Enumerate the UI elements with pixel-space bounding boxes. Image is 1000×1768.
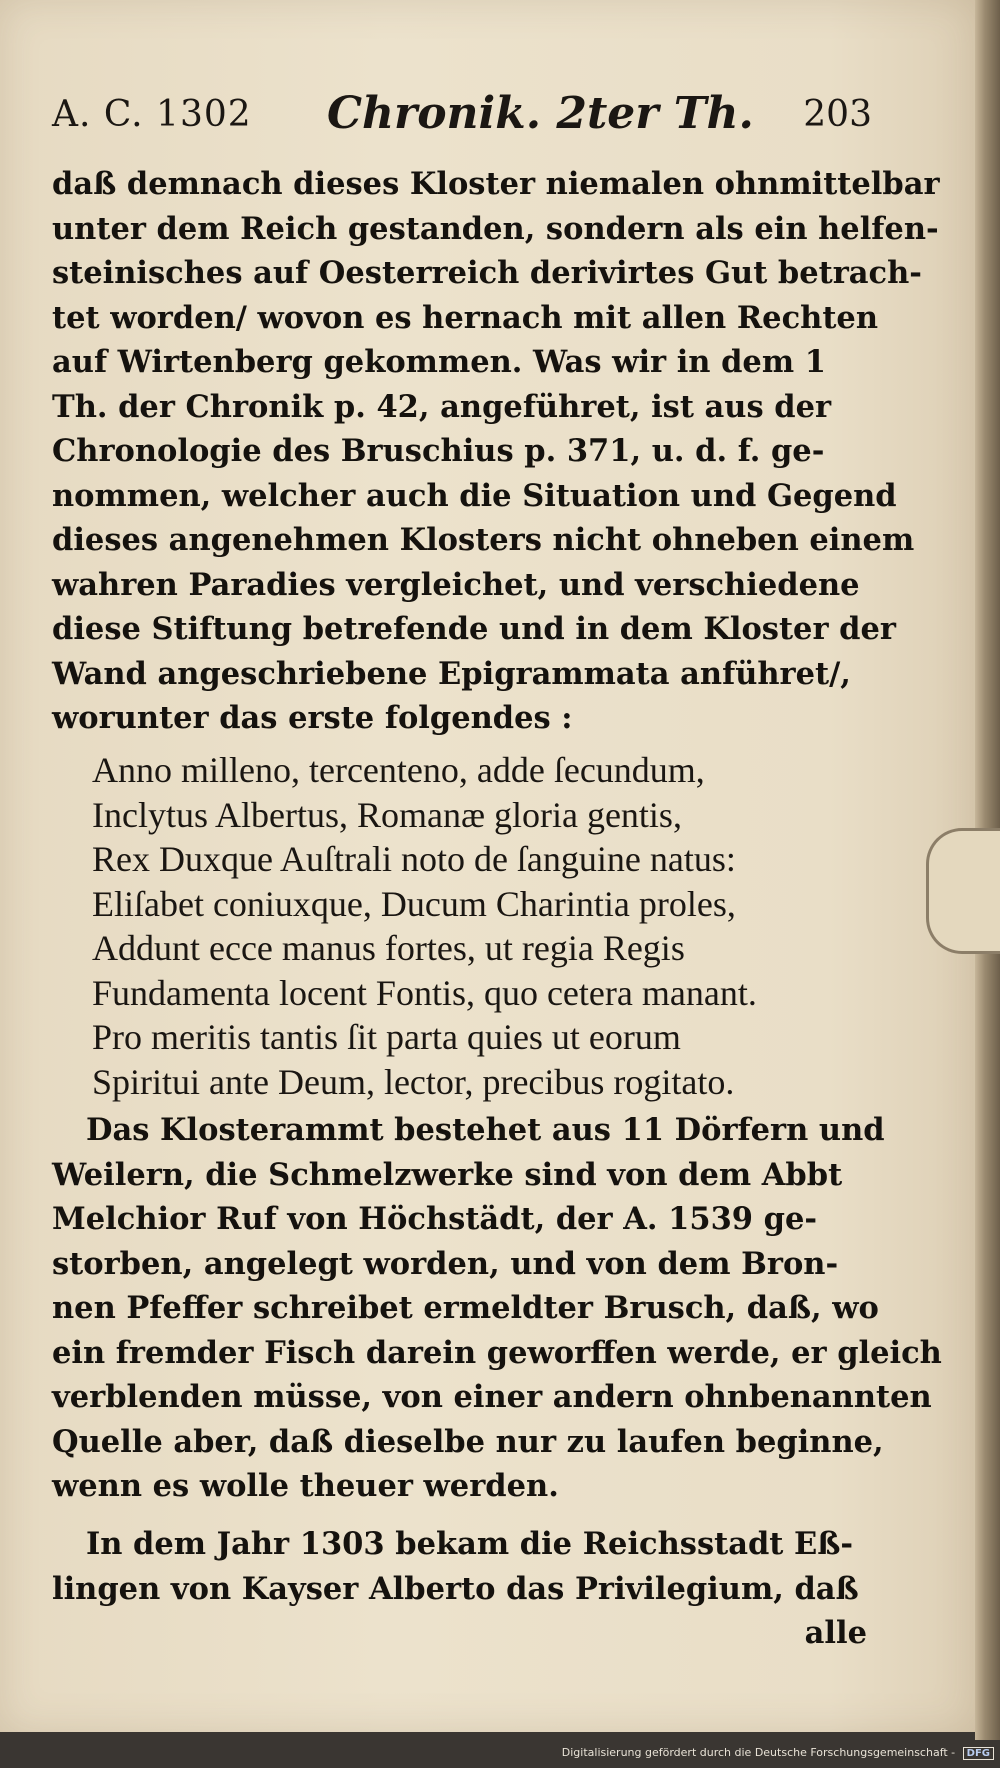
text-line: storben, angelegt worden, und von dem Bron- (52, 1245, 839, 1282)
paragraph-2 (52, 1108, 942, 1509)
dfg-logo-icon: DFG (963, 1747, 994, 1760)
running-header (52, 88, 872, 148)
poem-line: Rex Duxque Auſtrali noto de ſanguine natus: (92, 839, 736, 879)
text-line: Melchior Ruf von Höchstädt, der A. 1539 ge- (52, 1201, 818, 1237)
catchword: alle (804, 1615, 867, 1651)
text-line: verblenden müsse, von einer andern ohnbenannten (52, 1379, 932, 1415)
poem-line: Eliſabet coniuxque, Ducum Charintia proles, (92, 883, 736, 924)
text-line: Das Klosterammt bestehet aus 11 Dörfern und (86, 1112, 885, 1148)
text-line: auf Wirtenberg gekommen. Was wir in dem 1 (52, 344, 826, 380)
text-line: nommen, welcher auch die Situation und Gegend (52, 477, 897, 514)
text-line: wenn es wolle theuer werden. (52, 1468, 559, 1504)
text-line: daß demnach dieses Kloster niemalen ohnmittelbar (52, 166, 940, 202)
poem-line: Pro meritis tantis ſit parta quies ut eorum (92, 1017, 681, 1057)
text-line: nen Pfeffer schreibet ermeldter Brusch, daß, wo (52, 1290, 879, 1326)
text-line: Weilern, die Schmelzwerke sind von dem Abbt (52, 1156, 843, 1193)
page-number: 203 (803, 94, 872, 135)
digitization-credit (562, 1746, 994, 1760)
credit-text: Digitalisierung gefördert durch die Deutsche Forschungsgemeinschaft - (561, 1746, 956, 1759)
poem-line: Spiritui ante Deum, lector, precibus rogitato. (92, 1061, 735, 1102)
text-line: Quelle aber, daß dieselbe nur zu laufen beginne, (52, 1423, 884, 1460)
text-line: steinisches auf Oesterreich derivirtes Gut betrach- (52, 255, 922, 291)
text-line: Th. der Chronik p. 42, angeführet, ist aus der (52, 388, 832, 425)
header-year: A. C. 1302 (52, 94, 252, 135)
text-line: tet worden/ wovon es hernach mit allen Rechten (52, 299, 879, 336)
text-line: Wand angeschriebene Epigrammata anführet/, (52, 655, 851, 692)
paragraph-3 (52, 1522, 877, 1656)
poem-line: Addunt ecce manus fortes, ut regia Regis (92, 928, 685, 968)
text-line: dieses angenehmen Klosters nicht ohneben einem (52, 522, 915, 558)
text-line: worunter das erste folgendes : (52, 700, 573, 736)
poem-line: Anno milleno, tercenteno, adde ſecundum, (92, 750, 705, 790)
bookmark-tab (926, 828, 1000, 954)
poem-line: Inclytus Albertus, Romanæ gloria gentis, (92, 794, 682, 835)
poem-line: Fundamenta locent Fontis, quo cetera manant. (92, 972, 757, 1013)
latin-epigram (92, 748, 872, 1104)
text-line: ein fremder Fisch darein geworffen werde, er gleich (52, 1334, 942, 1371)
text-line: unter dem Reich gestanden, sondern als ein helfen- (52, 210, 939, 247)
header-title: Chronik. 2ter Th. (327, 88, 754, 139)
text-line: In dem Jahr 1303 bekam die Reichsstadt Eß- (86, 1526, 854, 1562)
text-line: wahren Paradies vergleichet, und verschiedene (52, 566, 860, 603)
text-line: diese Stiftung betrefende und in dem Kloster der (52, 611, 896, 647)
text-line: lingen von Kayser Alberto das Privilegium, daß (52, 1570, 859, 1607)
paragraph-1 (52, 162, 940, 741)
text-line: Chronologie des Bruschius p. 371, u. d. f. ge- (52, 433, 825, 469)
